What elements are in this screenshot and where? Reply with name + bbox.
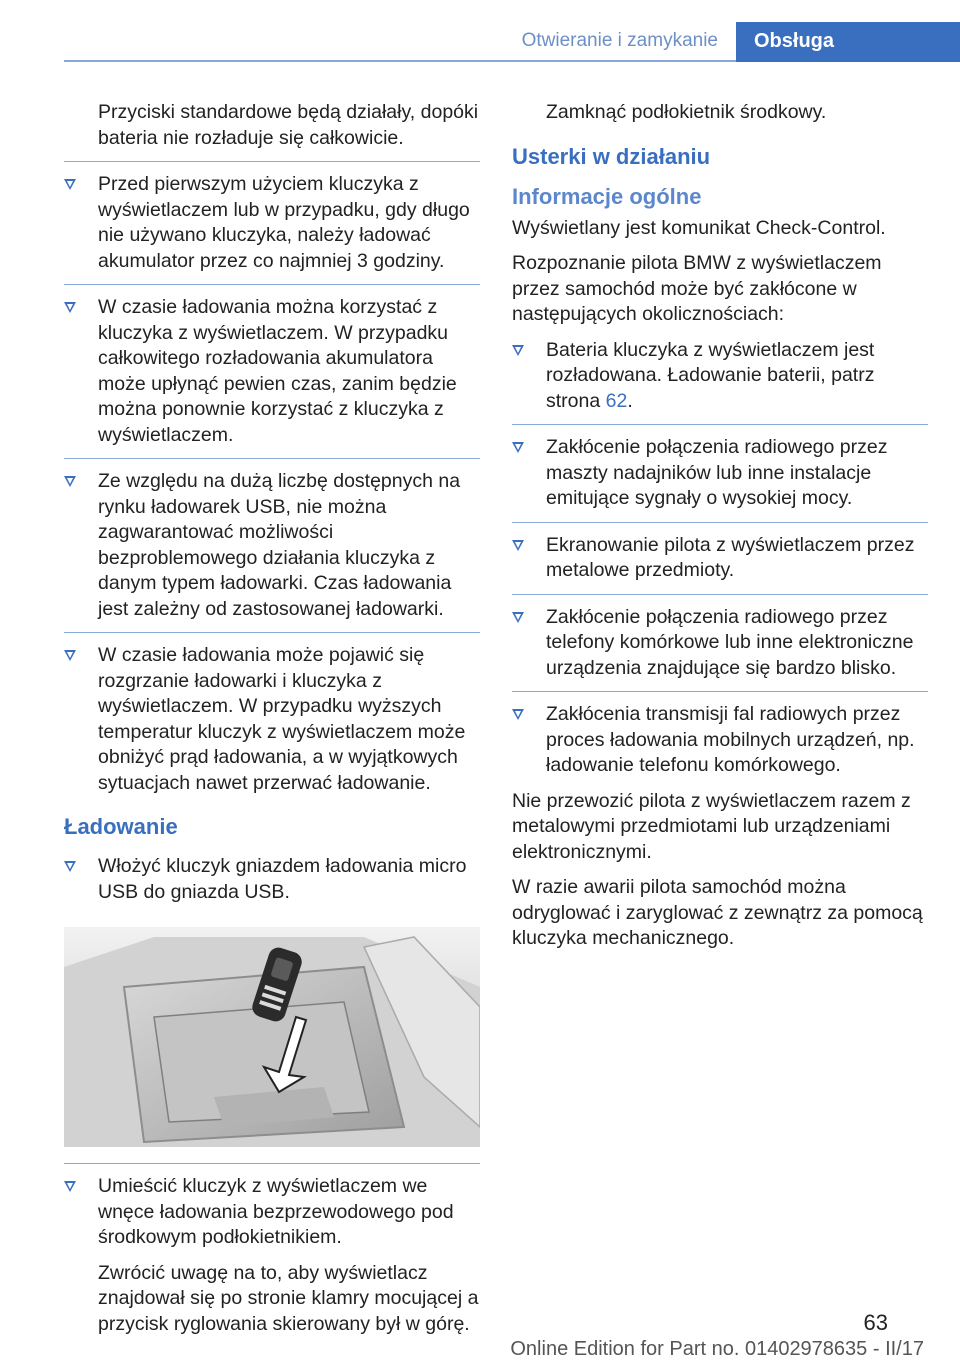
list-item (64, 172, 480, 274)
wireless-note: Zwrócić uwagę na to, aby wyświetlacz znajdował się po stronie klamry mocującej a przycisk ryglowania skierowany był w górę. (98, 1261, 479, 1335)
list-item (64, 469, 480, 622)
bullet-triangle-icon (512, 442, 524, 453)
page-number: 63 (863, 1310, 888, 1335)
list-item (512, 605, 928, 682)
list-item-text: W czasie ładowania można korzystać z kluczyka z wyświetlaczem. W przypadku całkowitego rozładowania akumulatora może upłynąć pewien czas, zanim będzie można ponownie korzystać z kluczyka z wyświetlaczem. (98, 296, 457, 446)
bullet-triangle-icon (64, 476, 76, 487)
emergency-note: W razie awarii pilota samochód można odryglować i zaryglować z zewnątrz za pomocą kluczyka mechanicznego. (512, 876, 923, 949)
list-item-text: Zakłócenie połączenia radiowego przez telefony komórkowe lub inne elektroniczne urządzenia znajdujące się bardzo blisko. (546, 605, 914, 679)
check-control-text: Wyświetlany jest komunikat Check-Control. (512, 216, 886, 239)
bullet-triangle-icon (512, 345, 524, 356)
list-item-text: Ze względu na dużą liczbę dostępnych na rynku ładowarek USB, nie można zagwarantować możliwości bezproblemowego działania kluczyka z danym typem ładowarki. Czas ładowania jest zależny od zastosowanej ładowarki. (98, 470, 461, 620)
list-item (512, 702, 928, 779)
armrest-illustration (64, 927, 480, 1147)
list-item (64, 1174, 480, 1251)
bullet-triangle-icon (64, 1181, 76, 1192)
bullet-triangle-icon (512, 540, 524, 551)
edition-info: Online Edition for Part no. 01402978635 - II/17 (510, 1338, 924, 1360)
page-header (64, 22, 960, 62)
bullet-triangle-icon (64, 179, 76, 190)
list-item-text: Umieścić kluczyk z wyświetlaczem we wnęce ładowania bezprzewodowego pod środkowym podłokietnikiem. (98, 1175, 454, 1248)
divider (512, 691, 928, 692)
list-item (512, 533, 928, 584)
list-item (64, 643, 480, 796)
list-item-text: W czasie ładowania może pojawić się rozgrzanie ładowarki i kluczyka z wyświetlaczem. W przypadku wyższych temperatur kluczyk z wyświetlaczem może obniżyć prąd ładowania, a w wyjątkowych sytuacjach nawet przerwać ładowanie. (98, 644, 466, 794)
list-item-text: Zakłócenie połączenia radiowego przez maszty nadajników lub inne instalacje emitujące sygnały o wysokiej mocy. (546, 436, 888, 509)
list-item: Bateria kluczyka z wyświetlaczem jest rozładowana. Ładowanie baterii, patrz strona 62. (512, 338, 928, 415)
divider (64, 161, 480, 162)
general-info-heading: Informacje ogólne (512, 183, 702, 209)
divider (512, 594, 928, 595)
bullet-triangle-icon (512, 612, 524, 623)
list-item-text: Włożyć kluczyk gniazdem ładowania micro USB do gniazda USB. (98, 855, 467, 903)
list-item-text: Zakłócenia transmisji fal radiowych przez proces ładowania mobilnych urządzeń, np. ładowanie telefonu komórkowego. (546, 703, 915, 776)
charging-heading: Ładowanie (64, 814, 178, 839)
page-footer (0, 1310, 960, 1362)
divider (512, 522, 928, 523)
list-item-text: Ekranowanie pilota z wyświetlaczem przez metalowe przedmioty. (546, 533, 915, 581)
divider (64, 1163, 480, 1164)
recognition-text: Rozpoznanie pilota BMW z wyświetlaczem przez samochód może być zakłócone w następujących okolicznościach: (512, 252, 882, 325)
continued-paragraph: Przyciski standardowe będą działały, dopóki bateria nie rozładuje się całkowicie. (98, 101, 479, 149)
bullet-triangle-icon (64, 650, 76, 661)
list-item (64, 295, 480, 448)
header-chapter-tab: Obsługa (736, 22, 960, 62)
divider (64, 458, 480, 459)
list-item (64, 854, 480, 905)
bullet-triangle-icon (64, 861, 76, 872)
faults-heading: Usterki w działaniu (512, 143, 711, 169)
divider (512, 424, 928, 425)
divider (64, 284, 480, 285)
page-reference-link[interactable]: 62 (605, 389, 628, 412)
list-item-text: Bateria kluczyka z wyświetlaczem jest rozładowana. Ładowanie baterii, patrz strona (546, 338, 875, 412)
transport-note: Nie przewozić pilota z wyświetlaczem razem z metalowymi przedmiotami lub urządzeniami elektronicznymi. (512, 789, 911, 863)
bullet-triangle-icon (64, 302, 76, 313)
close-armrest-text: Zamknąć podłokietnik środkowy. (546, 101, 827, 123)
bullet-triangle-icon (512, 709, 524, 720)
list-item-text: Przed pierwszym użyciem kluczyka z wyświetlaczem lub w przypadku, gdy długo nie używano kluczyka, należy ładować akumulator przez co najmniej 3 godziny. (98, 173, 470, 272)
right-column (512, 100, 928, 962)
left-column (64, 100, 480, 1347)
armrest-charging-photo (64, 927, 480, 1147)
list-item (512, 435, 928, 512)
header-section-title: Otwieranie i zamykanie (521, 30, 718, 51)
divider (64, 632, 480, 633)
